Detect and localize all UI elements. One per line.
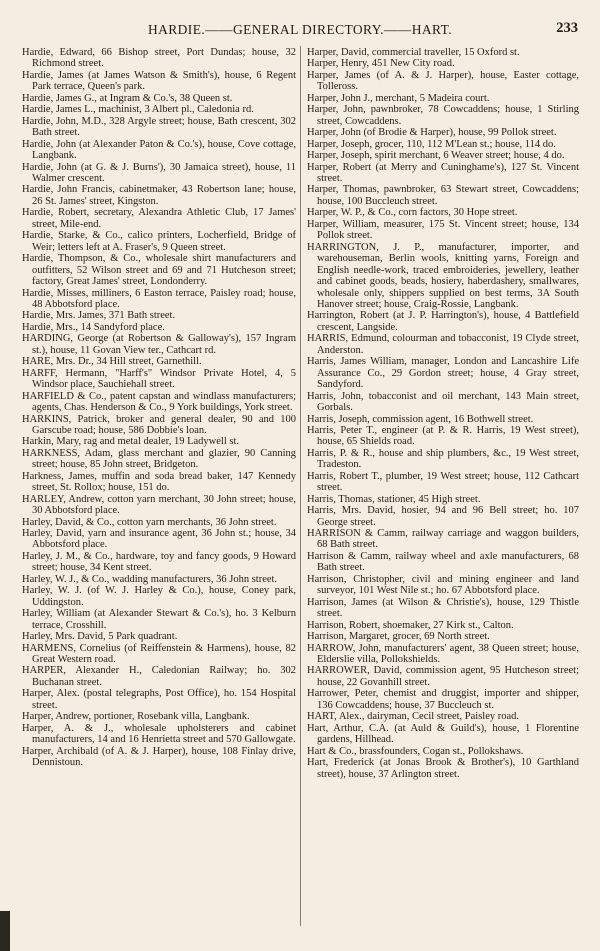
directory-entry: Hardie, Edward, 66 Bishop street, Port Dundas; house, 32 Richmond street.	[22, 47, 296, 70]
directory-entry: Hardie, Mrs. James, 371 Bath street.	[22, 310, 176, 322]
directory-entry: Hardie, John (at G. & J. Burns'), 30 Jamaica street), house, 11 Walmer crescent.	[22, 161, 296, 184]
directory-entry: Harley, W. J. (of W. J. Harley & Co.), house, Coney park, Uddingston.	[22, 585, 296, 608]
directory-entry: HARRISON & Camm, railway carriage and waggon builders, 68 Bath street.	[307, 528, 579, 551]
column-divider	[300, 46, 301, 926]
directory-entry: Harrison, Margaret, grocer, 69 North street.	[307, 631, 490, 643]
directory-entry: Harkin, Mary, rag and metal dealer, 19 Ladywell st.	[22, 436, 239, 448]
directory-entry: Harper, Joseph, grocer, 110, 112 M'Lean st.; house, 114 do.	[307, 138, 556, 150]
directory-entry: HARE, Mrs. Dr., 34 Hill street, Garnethill.	[22, 356, 202, 368]
directory-entry: Harkness, James, muffin and soda bread baker, 147 Kennedy street, St. Rollox; house, 151 do.	[22, 470, 296, 494]
directory-entry: HARKINS, Patrick, broker and general dealer, 90 and 100 Garscube road; house, 586 Dobbie's loan.	[22, 413, 296, 436]
directory-entry: Harper, Thomas, pawnbroker, 63 Stewart street, Cowcaddens; house, 100 Buccleuch street.	[307, 184, 579, 207]
right-column	[307, 47, 579, 780]
header-left-word: HARDIE.	[147, 22, 206, 37]
directory-entry: Harrower, Peter, chemist and druggist, importer and shipper, 136 Cowcaddens; house, 37 Buccleuch st.	[307, 688, 579, 711]
directory-entry: Hardie, Misses, milliners, 6 Easton terrace, Paisley road; house, 48 Abbotsford place.	[22, 287, 296, 310]
directory-entry: Harrison, Christopher, civil and mining engineer and land surveyor, 101 West Nile st.; ho. 67 Abbotsford place.	[307, 573, 579, 597]
binding-edge-mark	[0, 911, 10, 951]
directory-entry: HART, Alex., dairyman, Cecil street, Paisley road.	[307, 711, 520, 723]
directory-entry: Harris, James William, manager, London and Lancashire Life Assurance Co., 29 Gordon street; house, 4 Gray street, Sandyford.	[307, 356, 579, 391]
directory-entry: Harris, P. & R., house and ship plumbers, &c., 19 West street, Tradeston.	[307, 447, 579, 471]
directory-entry: Harper, A. & J., wholesale upholsterers and cabinet manufacturers, 14 and 16 Henrietta street and 570 Gallowgate.	[22, 722, 296, 746]
header-right-word: HART.	[411, 22, 453, 37]
directory-entry: Hart & Co., brassfounders, Cogan st., Pollokshaws.	[307, 745, 524, 757]
page-number: 233	[556, 20, 578, 36]
directory-entry: HARKNESS, Adam, glass merchant and glazier, 90 Canning street; house, 85 John street, Bridgeton.	[22, 447, 296, 471]
directory-entry: Hardie, James (at James Watson & Smith's), house, 6 Regent Park terrace, Queen's park.	[22, 69, 296, 93]
directory-entry: Harper, Andrew, portioner, Rosebank villa, Langbank.	[22, 711, 250, 723]
directory-entry: Harper, Henry, 451 New City road.	[307, 58, 455, 70]
directory-entry: Hardie, John, M.D., 328 Argyle street; house, Bath crescent, 302 Bath street.	[22, 115, 296, 139]
directory-entry: HARFF, Hermann, "Harff's" Windsor Private Hotel, 4, 5 Windsor place, Sauchiehall street.	[22, 367, 296, 391]
directory-entry: Harper, Alex. (postal telegraphs, Post Office), ho. 154 Hospital street.	[22, 688, 296, 711]
directory-entry: HARMENS, Cornelius (of Reiffenstein & Harmens), house, 82 Great Western road.	[22, 642, 296, 666]
directory-entry: Harris, Robert T., plumber, 19 West street; house, 112 Cathcart street.	[307, 470, 579, 494]
directory-entry: Harrison, Robert, shoemaker, 27 Kirk st., Calton.	[307, 619, 514, 631]
directory-entry: Hardie, Thompson, & Co., wholesale shirt manufacturers and outfitters, 52 Wilson street and 69 and 71 Hutcheson street; factory, Great James' street, Londonderry.	[22, 253, 296, 288]
directory-entry: Hardie, Robert, secretary, Alexandra Athletic Club, 17 James' street, Mile-end.	[22, 207, 296, 230]
directory-entry: Harper, W. P., & Co., corn factors, 30 Hope street.	[307, 207, 518, 219]
directory-entry: Harris, Thomas, stationer, 45 High street.	[307, 493, 481, 505]
directory-entry: Harley, David, yarn and insurance agent, 36 John st.; house, 34 Abbotsford place.	[22, 528, 296, 551]
directory-entry: Harrington, Robert (at J. P. Harrington's), house, 4 Battlefield crescent, Langside.	[307, 310, 579, 333]
running-head	[10, 22, 590, 40]
directory-entry: Harper, John (of Brodie & Harper), house, 99 Pollok street.	[307, 127, 557, 139]
directory-entry: Harrison & Camm, railway wheel and axle manufacturers, 68 Bath street.	[307, 550, 579, 574]
directory-entry: Harley, W. J., & Co., wadding manufacturers, 36 John street.	[22, 573, 278, 585]
directory-entry: Harris, John, tobacconist and oil merchant, 143 Main street, Gorbals.	[307, 390, 579, 414]
directory-entry: Harley, J. M., & Co., hardware, toy and fancy goods, 9 Howard street; house, 34 Kent street.	[22, 550, 296, 574]
running-head-text: HARDIE.——GENERAL DIRECTORY.——HART.	[147, 22, 453, 37]
directory-entry: Harris, Joseph, commission agent, 16 Bothwell street.	[307, 413, 534, 425]
left-column	[22, 47, 296, 769]
directory-entry: Harrison, James (at Wilson & Christie's), house, 129 Thistle street.	[307, 596, 579, 620]
directory-entry: Harper, David, commercial traveller, 15 Oxford st.	[307, 47, 520, 58]
directory-entry: HARRIS, Edmund, colourman and tobacconist, 19 Clyde street, Anderston.	[307, 333, 579, 356]
directory-entry: HARRINGTON, J. P., manufacturer, importer, and warehouseman, Berlin wools, knitting yarns, Foreign and English needle-work, traced embroideries, jewellery, leather and cabinet goods, beads, hosiery, haberdashery, smallwares, wholesale only, shippers supplied on best terms, 3A South Hanover street; house, Craig-Rossie, Langbank.	[307, 241, 579, 310]
directory-entry: Hart, Frederick (at Jonas Brook & Brother's), 10 Garthland street), house, 37 Arlington street.	[307, 757, 579, 780]
directory-entry: HARPER, Alexander H., Caledonian Railway; ho. 302 Buchanan street.	[22, 665, 296, 688]
directory-entry: Hardie, John Francis, cabinetmaker, 43 Robertson lane; house, 26 St. James' street, Kingston.	[22, 184, 296, 207]
directory-entry: Harper, Archibald (of A. & J. Harper), house, 108 Finlay drive, Dennistoun.	[22, 745, 296, 769]
header-center-title: GENERAL DIRECTORY.	[232, 22, 384, 37]
directory-entry: Harris, Peter T., engineer (at P. & R. Harris, 19 West street), house, 65 Shields road.	[307, 424, 579, 448]
directory-entry: HARFIELD & Co., patent capstan and windlass manufacturers; agents, Chas. Henderson & Co., 9 York buildings, York street.	[22, 390, 296, 414]
directory-entry: Harper, Robert (at Merry and Cuninghame's), 127 St. Vincent street.	[307, 161, 579, 184]
directory-entry: Hardie, James G., at Ingram & Co.'s, 38 Queen st.	[22, 92, 233, 104]
directory-entry: Hardie, Starke, & Co., calico printers, Locherfield, Bridge of Weir; letters left at A. Fraser's, 9 Queen street.	[22, 230, 296, 253]
directory-entry: Hardie, Mrs., 14 Sandyford place.	[22, 321, 165, 333]
directory-entry: HARROW, John, manufacturers' agent, 38 Queen street; house, Elderslie villa, Pollokshields.	[307, 642, 579, 666]
directory-entry: HARLEY, Andrew, cotton yarn merchant, 30 John street; house, 30 Abbotsford place.	[22, 493, 296, 517]
directory-entry: Harper, James (of A. & J. Harper), house, Easter cottage, Tolleross.	[307, 69, 579, 93]
directory-entry: Harper, John, pawnbroker, 78 Cowcaddens; house, 1 Stirling street, Cowcaddens.	[307, 104, 579, 127]
directory-entry: HARROWER, David, commission agent, 95 Hutcheson street; house, 22 Govanhill street.	[307, 665, 579, 688]
directory-entry: Hardie, James L., machinist, 3 Albert pl., Caledonia rd.	[22, 104, 254, 116]
directory-entry: Harris, Mrs. David, hosier, 94 and 96 Bell street; ho. 107 George street.	[307, 505, 579, 528]
directory-entry: Hardie, John (at Alexander Paton & Co.'s), house, Cove cottage, Langbank.	[22, 138, 296, 162]
directory-entry: HARDING, George (at Robertson & Galloway's), 157 Ingram st.), house, 11 Govan View ter., Cathcart rd.	[22, 333, 296, 356]
directory-entry: Harley, David, & Co., cotton yarn merchants, 36 John street.	[22, 516, 277, 528]
directory-entry: Harper, Joseph, spirit merchant, 6 Weaver street; house, 4 do.	[307, 150, 565, 162]
directory-entry: Harley, Mrs. David, 5 Park quadrant.	[22, 631, 178, 643]
directory-entry: Harper, John J., merchant, 5 Madeira court.	[307, 92, 490, 104]
directory-entry: Harper, William, measurer, 175 St. Vincent street; house, 134 Pollok street.	[307, 218, 579, 242]
directory-entry: Harley, William (at Alexander Stewart & Co.'s), ho. 3 Kelburn terrace, Crosshill.	[22, 608, 296, 631]
directory-entry: Hart, Arthur, C.A. (at Auld & Guild's), house, 1 Florentine gardens, Hillhead.	[307, 722, 579, 746]
